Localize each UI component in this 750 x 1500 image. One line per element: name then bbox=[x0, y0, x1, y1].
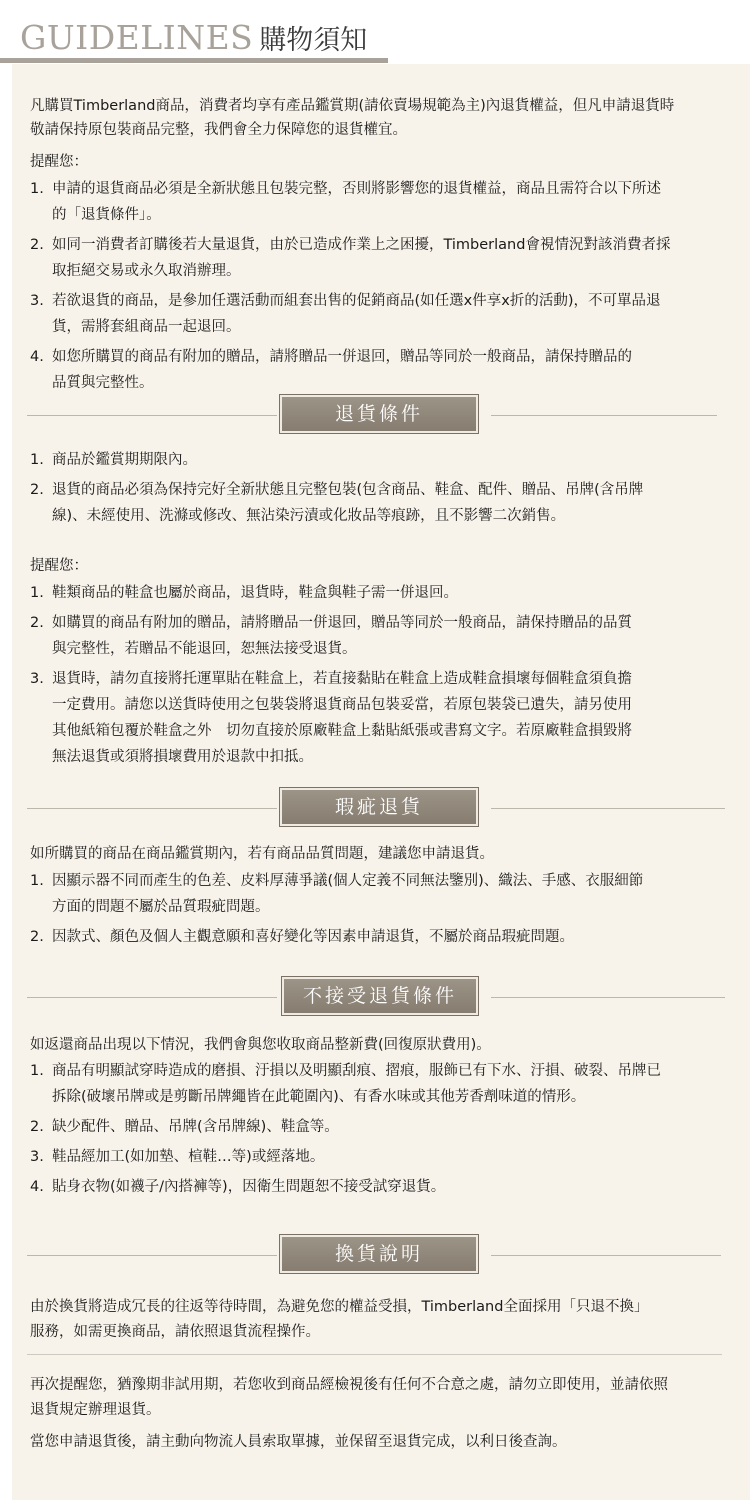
item-line: 退貨時，請勿直接將托運單貼在鞋盒上，若直接黏貼在鞋盒上造成鞋盒損壞每個鞋盒須負擔 bbox=[52, 671, 632, 687]
item-line: 因顯示器不同而產生的色差、皮料厚薄爭議(個人定義不同無法鑒別)、織法、手感、衣服細節 bbox=[52, 873, 644, 889]
item-line: 貼身衣物(如襪子/內搭褲等)，因衛生問題恕不接受試穿退貨。 bbox=[52, 1179, 446, 1195]
section-heading-exchange bbox=[27, 1235, 727, 1275]
list-item bbox=[30, 344, 730, 396]
item-line: 線)、未經使用、洗滌或修改、無沾染污漬或化妝品等痕跡，且不影響二次銷售。 bbox=[52, 508, 566, 524]
list-item bbox=[30, 924, 730, 950]
item-number: 2. bbox=[30, 1119, 44, 1135]
page-header bbox=[0, 0, 750, 62]
heading-rule-right bbox=[491, 1255, 721, 1256]
header-underline bbox=[0, 58, 388, 63]
item-number: 3. bbox=[30, 671, 44, 687]
item-line: 如同一消費者訂購後若大量退貨，由於已造成作業上之困擾，Timberland會視情況對該消費者採 bbox=[52, 237, 671, 253]
item-number: 2. bbox=[30, 482, 44, 498]
defect-returns-list bbox=[30, 868, 730, 954]
item-number: 1. bbox=[30, 873, 44, 889]
item-line: 方面的問題不屬於品質瑕疵問題。 bbox=[52, 899, 270, 915]
section-heading-defect-returns bbox=[27, 788, 727, 828]
return-reminder-list bbox=[30, 580, 730, 774]
intro-paragraph bbox=[30, 94, 730, 142]
not-accepted-list bbox=[30, 1058, 730, 1204]
item-line: 因款式、顏色及個人主觀意願和喜好變化等因素申請退貨，不屬於商品瑕疵問題。 bbox=[52, 929, 574, 945]
item-line: 商品於鑑賞期期限內。 bbox=[52, 452, 197, 468]
heading-rule-right bbox=[491, 415, 717, 416]
list-item bbox=[30, 288, 730, 340]
intro-reminder-list bbox=[30, 176, 730, 400]
item-line: 品質與完整性。 bbox=[52, 375, 154, 391]
section-title-exchange: 換貨說明 bbox=[280, 1235, 478, 1273]
item-line: 的「退貨條件」。 bbox=[52, 207, 161, 223]
item-line: 其他紙箱包覆於鞋盒之外 切勿直接於原廠鞋盒上黏貼紙張或書寫文字。若原廠鞋盒損毀將 bbox=[52, 723, 632, 739]
list-item bbox=[30, 610, 730, 662]
exchange-line: 服務，如需更換商品，請依照退貨流程操作。 bbox=[30, 1324, 320, 1340]
item-line: 鞋類商品的鞋盒也屬於商品，退貨時，鞋盒與鞋子需一併退回。 bbox=[52, 585, 458, 601]
heading-rule-left bbox=[27, 997, 277, 998]
list-item bbox=[30, 477, 730, 529]
list-item bbox=[30, 868, 730, 920]
page-title-en: GUIDELINES bbox=[20, 18, 254, 57]
item-line: 缺少配件、贈品、吊牌(含吊牌線)、鞋盒等。 bbox=[52, 1119, 339, 1135]
list-item bbox=[30, 666, 730, 770]
return-reminder-label: 提醒您： bbox=[30, 558, 88, 574]
item-number: 1. bbox=[30, 585, 44, 601]
item-number: 3. bbox=[30, 293, 44, 309]
item-number: 4. bbox=[30, 1179, 44, 1195]
item-line: 一定費用。請您以送貨時使用之包裝袋將退貨商品包裝妥當，若原包裝袋已遺失，請另使用 bbox=[52, 697, 632, 713]
item-line: 貨，需將套組商品一起退回。 bbox=[52, 319, 241, 335]
exchange-divider bbox=[27, 1354, 722, 1355]
final-reminder-line: 退貨規定辦理退貨。 bbox=[30, 1402, 161, 1418]
heading-rule-right bbox=[491, 997, 725, 998]
list-item bbox=[30, 447, 730, 473]
final-reminder-paragraph bbox=[30, 1373, 730, 1423]
item-line: 申請的退貨商品必須是全新狀態且包裝完整，否則將影響您的退貨權益，商品且需符合以下所述 bbox=[52, 181, 661, 197]
heading-rule-left bbox=[27, 808, 277, 809]
item-line: 與完整性，若贈品不能退回，恕無法接受退貨。 bbox=[52, 641, 357, 657]
item-number: 1. bbox=[30, 452, 44, 468]
list-item bbox=[30, 1174, 730, 1200]
item-number: 1. bbox=[30, 181, 44, 197]
item-line: 鞋品經加工(如加墊、楦鞋…等)或經落地。 bbox=[52, 1149, 325, 1165]
exchange-paragraph bbox=[30, 1295, 730, 1345]
intro-line: 敬請保持原包裝商品完整，我們會全力保障您的退貨權宜。 bbox=[30, 122, 407, 138]
item-line: 如購買的商品有附加的贈品，請將贈品一併退回，贈品等同於一般商品，請保持贈品的品質 bbox=[52, 615, 632, 631]
section-title-defect-returns: 瑕疵退貨 bbox=[280, 788, 478, 826]
item-number: 1. bbox=[30, 1063, 44, 1079]
list-item bbox=[30, 1114, 730, 1140]
item-line: 取拒絕交易或永久取消辦理。 bbox=[52, 263, 241, 279]
item-number: 2. bbox=[30, 929, 44, 945]
item-line: 拆除(破壞吊牌或是剪斷吊牌繩皆在此範圍內)、有香水味或其他芳香劑味道的情形。 bbox=[52, 1089, 586, 1105]
section-title-not-accepted: 不接受退貨條件 bbox=[282, 977, 478, 1015]
item-line: 若欲退貨的商品，是參加任選活動而組套出售的促銷商品(如任選x件享x折的活動)，不可單品退 bbox=[52, 293, 661, 309]
list-item bbox=[30, 1144, 730, 1170]
not-accepted-intro: 如返還商品出現以下情況，我們會與您收取商品整新費(回復原狀費用)。 bbox=[30, 1037, 491, 1053]
list-item bbox=[30, 580, 730, 606]
item-line: 退貨的商品必須為保持完好全新狀態且完整包裝(包含商品、鞋盒、配件、贈品、吊牌(含吊牌 bbox=[52, 482, 644, 498]
defect-intro: 如所購買的商品在商品鑑賞期內，若有商品品質問題，建議您申請退貨。 bbox=[30, 846, 494, 862]
page-title-zh: 購物須知 bbox=[259, 25, 368, 56]
section-title-return-conditions: 退貨條件 bbox=[280, 395, 478, 433]
item-number: 2. bbox=[30, 237, 44, 253]
return-conditions-list bbox=[30, 447, 730, 533]
final-note: 當您申請退貨後，請主動向物流人員索取單據，並保留至退貨完成，以利日後查詢。 bbox=[30, 1434, 567, 1450]
list-item bbox=[30, 1058, 730, 1110]
item-number: 3. bbox=[30, 1149, 44, 1165]
item-number: 2. bbox=[30, 615, 44, 631]
section-heading-return-conditions bbox=[27, 395, 727, 435]
list-item bbox=[30, 176, 730, 228]
final-reminder-line: 再次提醒您，猶豫期非試用期，若您收到商品經檢視後有任何不合意之處，請勿立即使用，並請依照 bbox=[30, 1377, 668, 1393]
heading-rule-right bbox=[491, 808, 725, 809]
heading-rule-left bbox=[27, 415, 277, 416]
intro-reminder-label: 提醒您： bbox=[30, 154, 88, 170]
list-item bbox=[30, 232, 730, 284]
exchange-line: 由於換貨將造成冗長的往返等待時間，為避免您的權益受損，Timberland全面採用「只退不換」 bbox=[30, 1299, 649, 1315]
item-line: 無法退貨或須將損壞費用於退款中扣抵。 bbox=[52, 749, 313, 765]
item-line: 如您所購買的商品有附加的贈品，請將贈品一併退回，贈品等同於一般商品，請保持贈品的 bbox=[52, 349, 632, 365]
item-line: 商品有明顯試穿時造成的磨損、汙損以及明顯刮痕、摺痕，服飾已有下水、汙損、破裂、吊牌已 bbox=[52, 1063, 661, 1079]
page-title bbox=[20, 18, 367, 57]
section-heading-not-accepted bbox=[27, 977, 727, 1017]
intro-line: 凡購買Timberland商品，消費者均享有產品鑑賞期(請依賣場規範為主)內退貨權益，但凡申請退貨時 bbox=[30, 98, 675, 114]
heading-rule-left bbox=[27, 1255, 277, 1256]
item-number: 4. bbox=[30, 349, 44, 365]
